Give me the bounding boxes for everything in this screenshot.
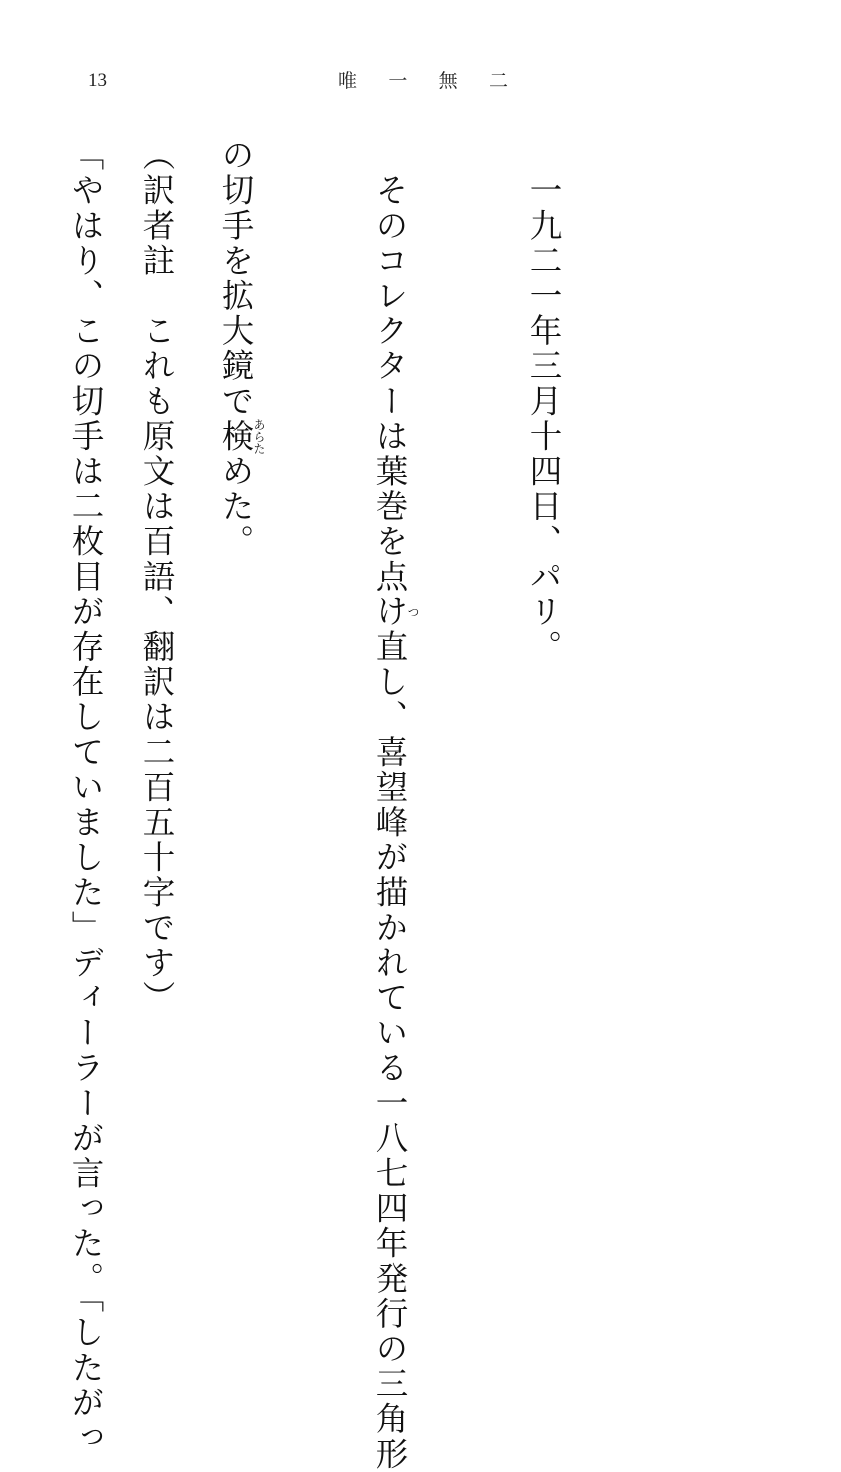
- translator-note: [82, 138, 282, 1118]
- ruby-base: 検: [217, 418, 255, 455]
- translator-note-text: （訳者註 これも原文は百語、翻訳は二百五十字です）: [138, 138, 176, 1016]
- story-line-segment: そのコレクターは葉巻を点けつ直し、喜望峰が描かれている一八七四年発行の三角形: [371, 138, 420, 1472]
- story-line: 「やはり、この切手は二枚目が存在していました」ディーラーが言った。「したがっ: [67, 138, 105, 1456]
- ruby-reading: つ: [406, 594, 420, 630]
- story-line-segment: めた。: [217, 453, 255, 560]
- running-title-char: 一: [388, 70, 408, 92]
- story-line-segment: の切手を拡大鏡で: [217, 138, 255, 419]
- ruby-reading: あらた: [252, 418, 266, 455]
- story-line: [365, 138, 420, 1472]
- running-title-char: 二: [488, 70, 508, 92]
- running-title: [338, 66, 508, 93]
- running-title-char: 唯: [338, 70, 358, 92]
- running-title-char: 無: [438, 70, 458, 92]
- story-line: 一九二一年三月十四日、パリ。: [525, 138, 563, 665]
- page-number: 13: [88, 70, 107, 91]
